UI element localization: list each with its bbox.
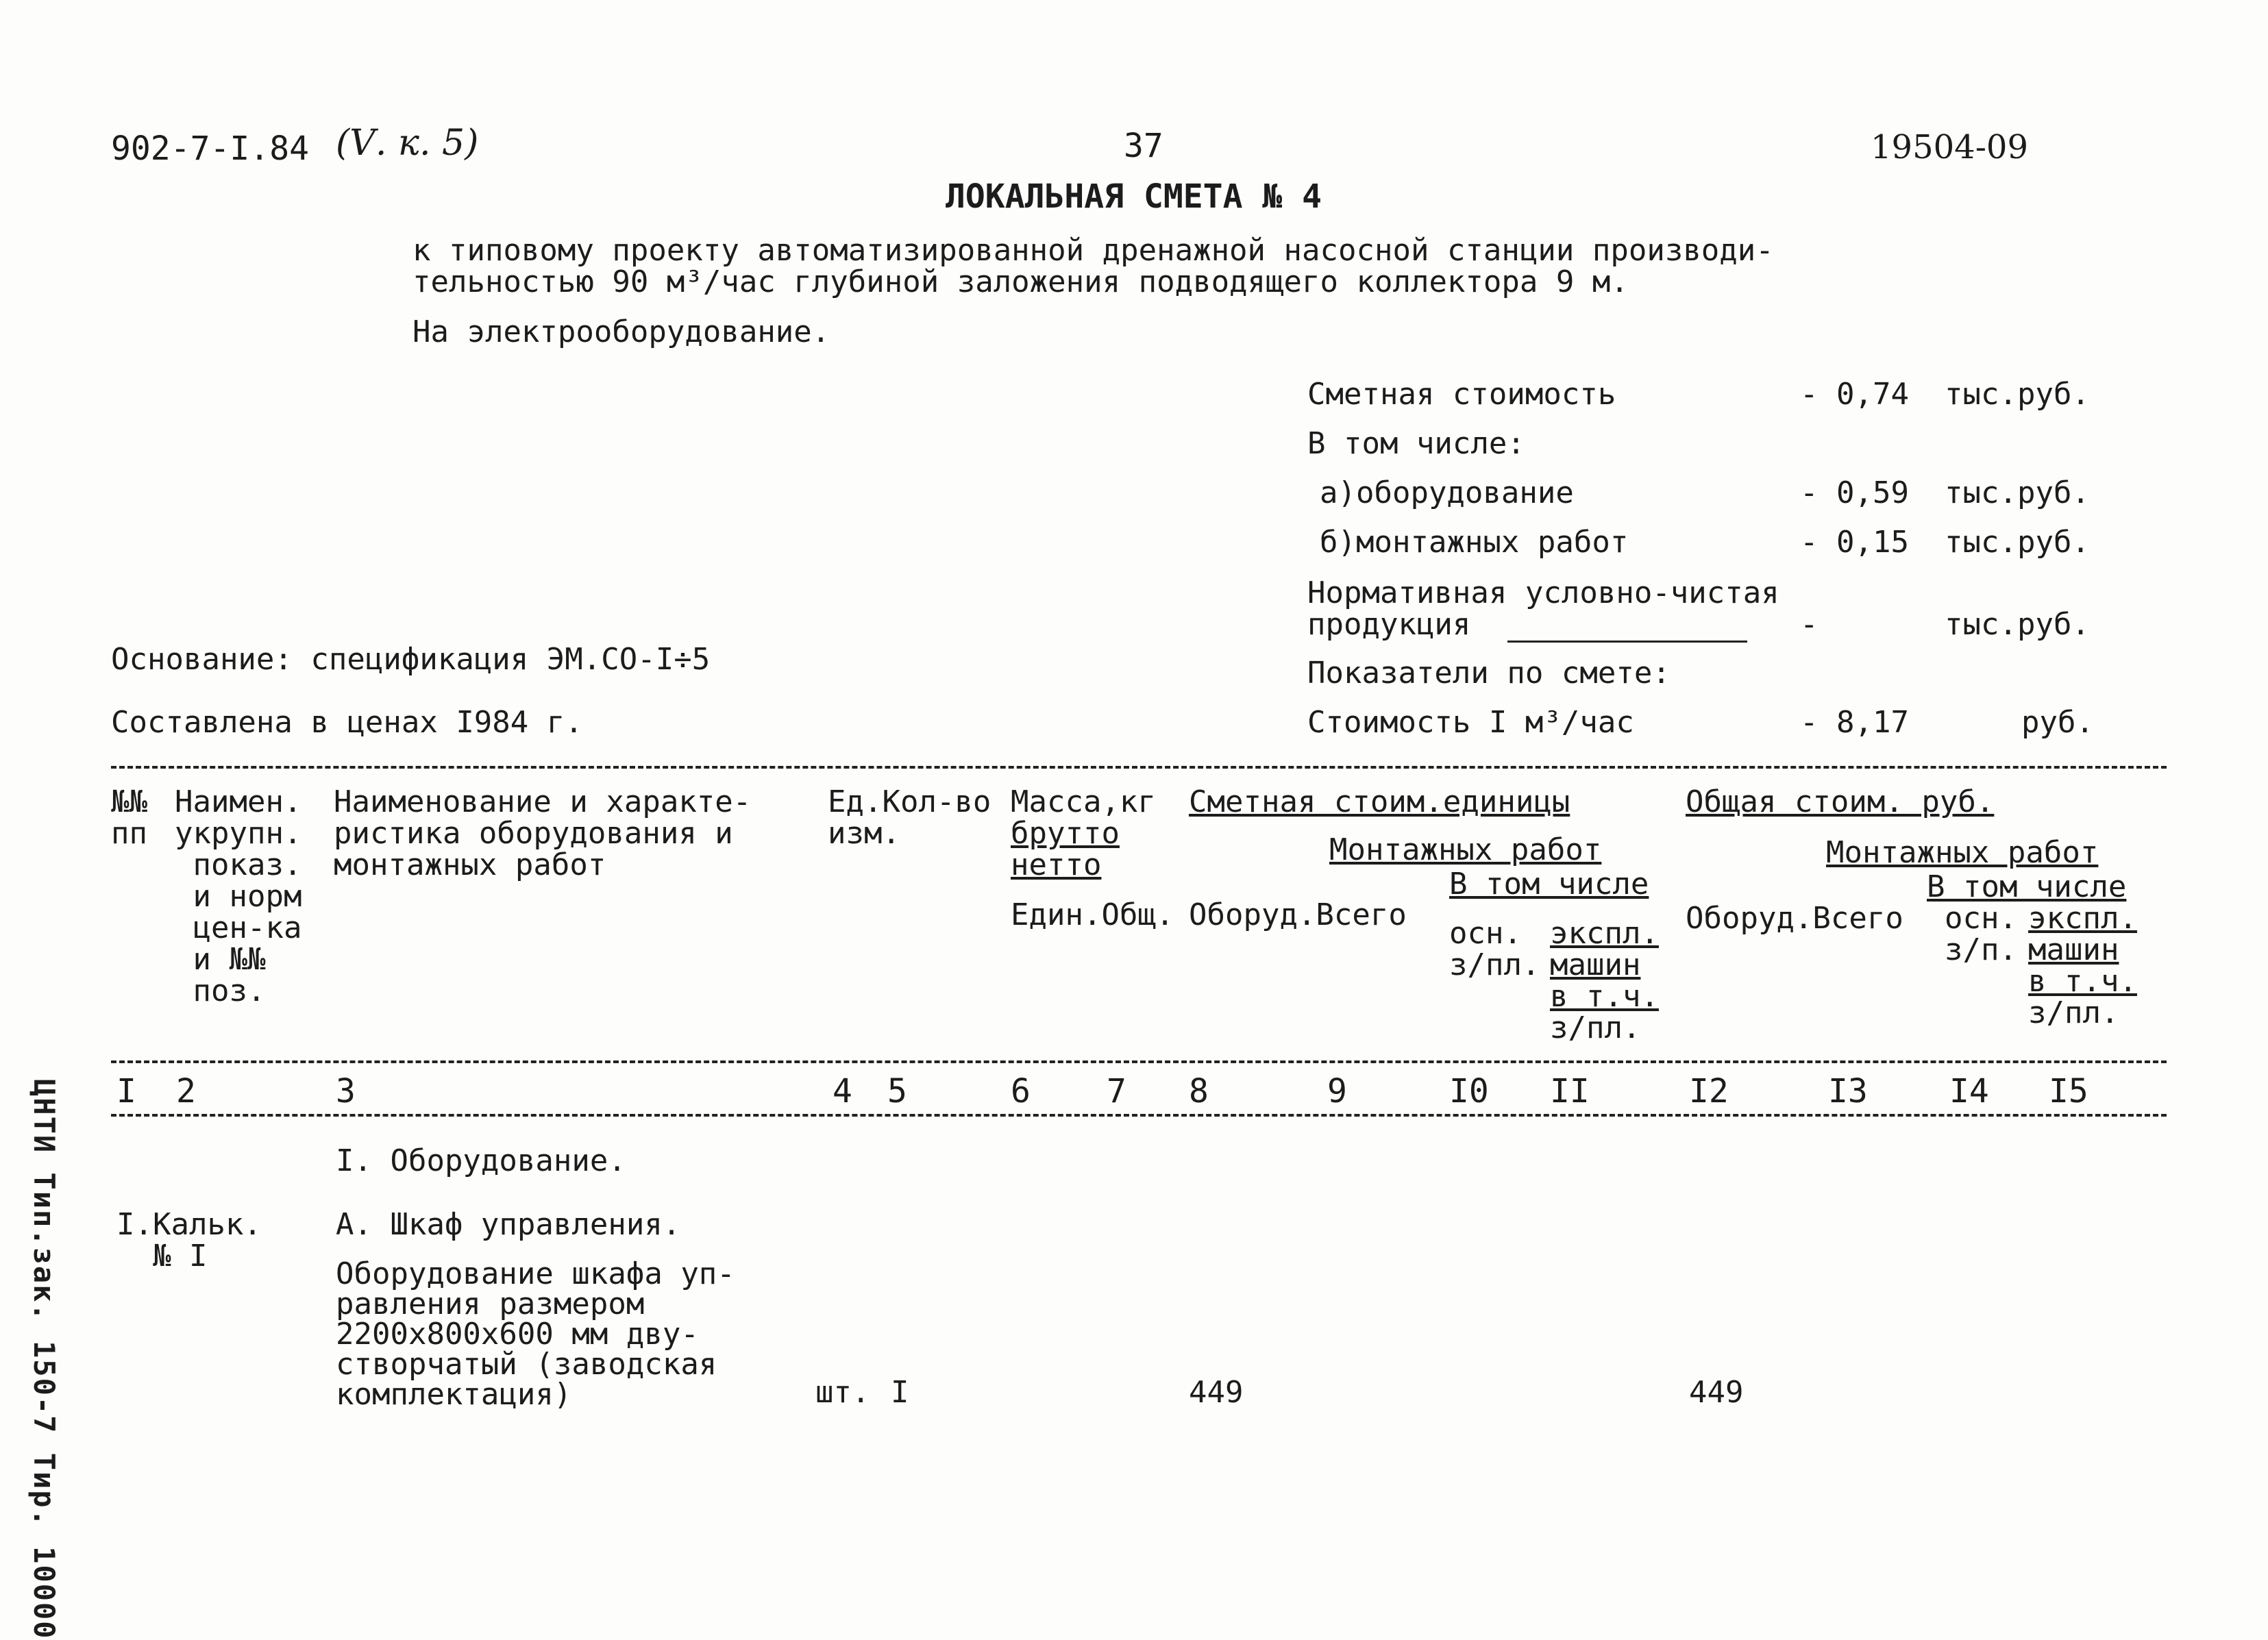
col-num-7: 7 (1107, 1072, 1126, 1110)
header-bottom-rule (111, 1060, 2167, 1063)
equipment-value: - 0,59 (1800, 475, 1909, 510)
printing-stamp: ЦНТИ Тип.зак. 150-7 Тир. 10000 (27, 1079, 61, 1640)
normative-blank-line (1507, 641, 1747, 643)
indicators-label: Показатели по смете: (1307, 656, 1671, 691)
total-expl-machines-header: экспл. машин (2028, 901, 2137, 967)
col-number-header: №№ пп (111, 784, 147, 851)
total-including-header: В том числе (1927, 869, 2127, 904)
equipment-label: а)оборудование (1320, 475, 1574, 510)
total-cost-group-header: Общая стоим. руб. (1686, 784, 1995, 819)
netto-header: нетто (1011, 847, 1102, 882)
subtitle-line-2: тельностью 90 м³/час глубиной заложения подводящего коллектора 9 м. (412, 264, 1629, 299)
unit-including-header: В том числе (1449, 867, 1649, 902)
col-num-13: I3 (1828, 1072, 1868, 1110)
col-num-2: 2 (176, 1072, 196, 1110)
mounting-unit: тыс.руб. (1945, 525, 2090, 560)
unit-expl-machines-header: экспл. машин (1550, 916, 1659, 982)
unit-vtch-header: в т.ч. (1550, 979, 1659, 1014)
row-position: I.Кальк. № I (116, 1207, 262, 1274)
estimated-cost-label: Сметная стоимость (1307, 377, 1616, 412)
item-unit: шт. (815, 1375, 870, 1410)
mounting-label: б)монтажных работ (1320, 525, 1629, 560)
unit-cost-group-header: Сметная стоим.единицы (1189, 784, 1570, 819)
estimated-cost-unit: тыс.руб. (1945, 377, 2090, 412)
total-zpl-header: з/пл. (2028, 995, 2119, 1030)
col-num-14: I4 (1949, 1072, 1989, 1110)
column-numbers-rule (111, 1114, 2167, 1117)
col-norm-header: Наимен. укрупн. показ. и норм цен-ка и №№ поз. (175, 784, 302, 1008)
unit-osn-zpl-header: осн. з/пл. (1449, 916, 1540, 982)
item-total-equipment-cost: 449 (1689, 1375, 1744, 1410)
col-unit-qty-header: Ед.Кол-во изм. (828, 784, 991, 851)
section-title: I. Оборудование. (336, 1143, 626, 1178)
table-top-rule (111, 766, 2167, 769)
basis-text: Основание: спецификация ЭМ.СО-I÷5 (111, 642, 711, 677)
col-num-15: I5 (2049, 1072, 2088, 1110)
normative-label-line-1: Нормативная условно-чистая (1307, 575, 1779, 610)
prices-text: Составлена в ценах I984 г. (111, 705, 583, 740)
mounting-value: - 0,15 (1800, 525, 1909, 560)
col-num-1: I (116, 1072, 136, 1110)
item-quantity: I (891, 1375, 909, 1410)
unit-cost-label: Стоимость I м³/час (1307, 705, 1634, 740)
item-description: Оборудование шкафа уп- равления размером 2200х800х600 мм дву- створчатый (заводская комплектация) (336, 1256, 735, 1412)
handwritten-reference: (Ⅴ. к. 5) (336, 123, 479, 164)
normative-label-line-2: продукция (1307, 607, 1471, 642)
scope-text: На электрооборудование. (412, 314, 830, 349)
col-num-12: I2 (1689, 1072, 1729, 1110)
total-equip-total-header: Оборуд.Всего (1686, 901, 1903, 936)
col-num-8: 8 (1189, 1072, 1209, 1110)
unit-cost-unit: руб. (2021, 705, 2094, 740)
col-num-4: 4 (833, 1072, 852, 1110)
col-num-3: 3 (336, 1072, 356, 1110)
col-num-9: 9 (1327, 1072, 1347, 1110)
col-num-6: 6 (1011, 1072, 1031, 1110)
inventory-number: 19504-09 (1871, 128, 2028, 166)
document-title: ЛОКАЛЬНАЯ СМЕТА № 4 (946, 177, 1322, 216)
col-num-11: II (1550, 1072, 1590, 1110)
subtitle-line-1: к типовому проекту автоматизированной дренажной насосной станции производи- (412, 233, 1774, 268)
page-number: 37 (1124, 127, 1163, 165)
subsection-title: А. Шкаф управления. (336, 1207, 681, 1242)
mass-header: Масса,кг (1011, 784, 1156, 819)
col-description-header: Наименование и характе- ристика оборудования и монтажных работ (334, 784, 752, 882)
total-osn-zp-header: осн. з/п. (1945, 901, 2017, 967)
equipment-unit: тыс.руб. (1945, 475, 2090, 510)
unit-equip-total-header: Оборуд.Всего (1189, 897, 1407, 932)
brutto-header: брутто (1011, 816, 1120, 851)
unit-cost-value: - 8,17 (1800, 705, 1909, 740)
estimated-cost-value: - 0,74 (1800, 377, 1909, 412)
unit-zpl-header: з/пл. (1550, 1010, 1641, 1045)
mass-unit-total-header: Един.Общ. (1011, 897, 1174, 932)
item-unit-equipment-cost: 449 (1189, 1375, 1244, 1410)
col-num-5: 5 (887, 1072, 907, 1110)
normative-unit: тыс.руб. (1945, 607, 2090, 642)
unit-mounting-header: Монтажных работ (1329, 832, 1602, 867)
total-vtch-header: в т.ч. (2028, 964, 2137, 999)
total-mounting-header: Монтажных работ (1826, 835, 2099, 870)
normative-value: - (1800, 607, 1819, 642)
document-code: 902-7-I.84 (111, 129, 309, 168)
col-num-10: I0 (1449, 1072, 1489, 1110)
including-label: В том числе: (1307, 426, 1525, 461)
